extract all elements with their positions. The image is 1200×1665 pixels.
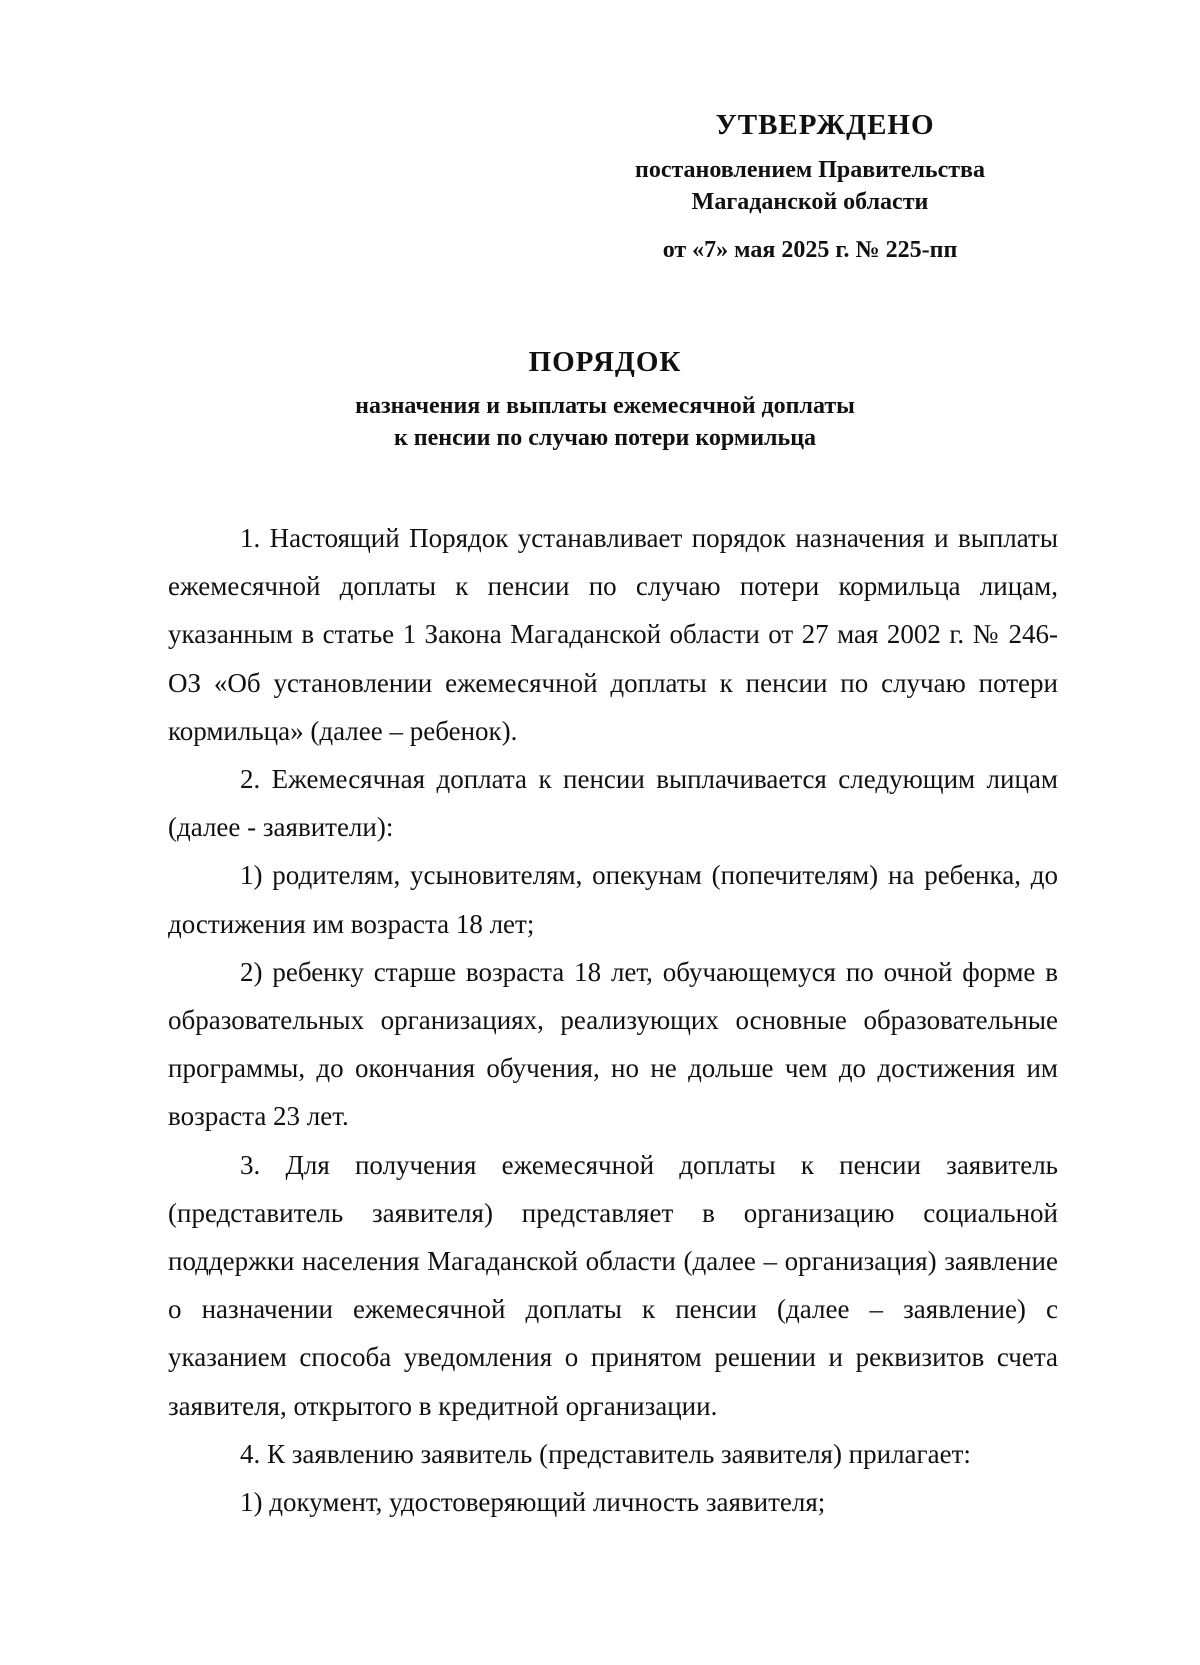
approval-authority <box>580 154 1040 218</box>
paragraph-2-item-2: 2) ребенку старше возраста 18 лет, обучающемуся по очной форме в образовательных организациях, реализующих основные образовательные программы, до окончания обучения, но не дольше чем до достижения им возраста 23 лет. <box>168 956 1058 1132</box>
paragraph-3: 3. Для получения ежемесячной доплаты к пенсии заявитель (представитель заявителя) представляет в организацию социальной поддержки населения Магаданской области (далее – организация) заявление о назначении ежемесячной доплаты к пенсии (далее – заявление) с указанием способа уведомления о принятом решении и реквизитов счета заявителя, открытого в кредитной организации. <box>168 1149 1058 1421</box>
document-title: ПОРЯДОК <box>528 346 682 378</box>
document-body <box>168 514 1058 1526</box>
approval-date: от «7» мая 2025 г. № 225-пп <box>662 237 958 263</box>
document-heading <box>160 344 1050 454</box>
paragraph-4-item-1: 1) документ, удостоверяющий личность заявителя; <box>240 1487 826 1518</box>
document-subtitle <box>160 390 1050 454</box>
approval-authority-line-1: постановлением Правительства <box>634 157 985 183</box>
approval-title: УТВЕРЖДЕНО <box>715 109 935 141</box>
approval-block <box>580 108 1040 266</box>
paragraph-2-item-1: 1) родителям, усыновителям, опекунам (попечителям) на ребенка, до достижения им возраста 18 лет; <box>168 860 1058 939</box>
approval-authority-line-2: Магаданской области <box>691 189 929 215</box>
paragraph-1: 1. Настоящий Порядок устанавливает порядок назначения и выплаты ежемесячной доплаты к пенсии по случаю потери кормильца лицам, указанным в статье 1 Закона Магаданской области от 27 мая 2002 г. № 246-ОЗ «Об установлении ежемесячной доплаты к пенсии по случаю потери кормильца» (далее – ребенок). <box>168 523 1058 746</box>
document-subtitle-line-2: к пенсии по случаю потери кормильца <box>393 425 817 451</box>
paragraph-4: 4. К заявлению заявитель (представитель заявителя) прилагает: <box>240 1438 971 1469</box>
document-subtitle-line-1: назначения и выплаты ежемесячной доплаты <box>355 393 855 419</box>
paragraph-2: 2. Ежемесячная доплата к пенсии выплачивается следующим лицам (далее - заявители): <box>168 764 1058 843</box>
